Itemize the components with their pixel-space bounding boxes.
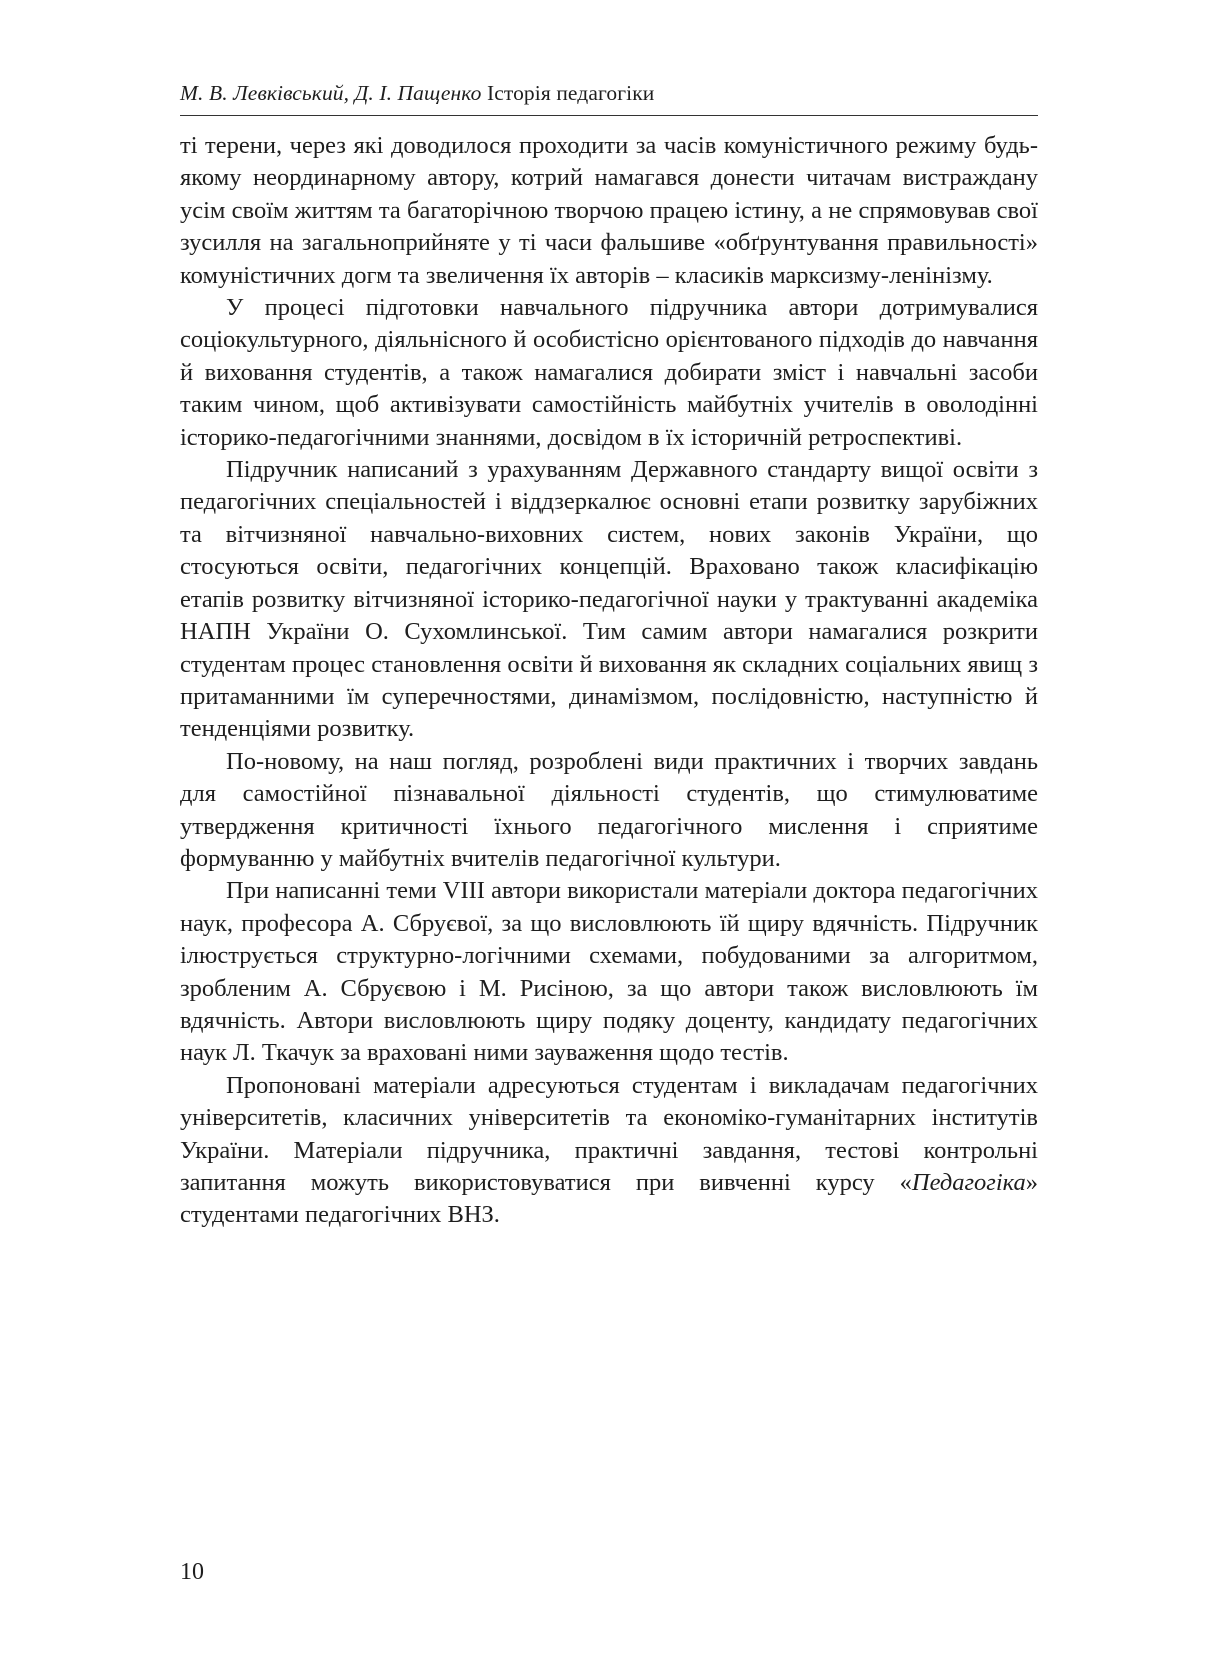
- header-authors: М. В. Левківський, Д. І. Пащенко: [180, 81, 482, 105]
- course-title: Педагогіка: [911, 1169, 1026, 1196]
- paragraph: При написанні теми VIII автори використали матеріали доктора педагогічних наук, професора А. Сбруєвої, за що висловлюють їй щиру вдячність. Підручник ілюструється структурно-логічними схемами, побудованими за алгоритмом, зробленим А. Сбруєвою і М. Рисіною, за що автори також висловлюють їм вдячність. Автори висловлюють щиру подяку доценту, кандидату педагогічних наук Л. Ткачук за враховані ними зауваження щодо тестів.: [180, 877, 1038, 1067]
- paragraph: ті терени, через які доводилося проходити за часів комуністичного режиму будь-якому неординарному автору, котрий намагався донести читачам вистраждану усім своїм життям та багаторічною творчою працею істину, а не спрямовував свої зусилля на загальноприйняте у ті часи фальшиве «обґрунтування правильності» комуністичних догм та звеличення їх авторів – класиків марксизму-ленінізму.: [180, 132, 1038, 289]
- header-divider: [180, 115, 1038, 116]
- page-number: 10: [180, 1559, 204, 1585]
- body-text: [180, 130, 1038, 1232]
- paragraph-final-lead: Пропоновані матеріали адресуються студентам і викладачам педагогічних університетів, класичних університетів та економіко-гуманітарних інститутів України. Матеріали підручника, практичні завдання, тестові контрольні запитання можуть використовуватися при вивченні курсу «: [180, 1071, 1038, 1196]
- running-header: [180, 80, 1038, 106]
- paragraph-final-tail: » студентами педагогічних ВНЗ.: [180, 1169, 1038, 1229]
- paragraph-final: [180, 1070, 1038, 1232]
- header-book-title: Історія педагогіки: [486, 81, 655, 105]
- paragraph: У процесі підготовки навчального підручника автори дотримувалися соціокультурного, діяльнісного й особистісно орієнтованого підходів до навчання й виховання студентів, а також намагалися добирати зміст і навчальні засоби таким чином, щоб активізувати самостійність майбутніх учителів в оволодінні історико-педагогічними знаннями, досвідом в їх історичній ретроспективі.: [180, 294, 1038, 451]
- paragraph: По-новому, на наш погляд, розроблені види практичних і творчих завдань для самостійної пізнавальної діяльності студентів, що стимулюватиме утвердження критичності їхнього педагогічного мислення і сприятиме формуванню у майбутніх вчителів педагогічної культури.: [180, 747, 1038, 872]
- paragraph: Підручник написаний з урахуванням Державного стандарту вищої освіти з педагогічних спеціальностей і віддзеркалює основні етапи розвитку зарубіжних та вітчизняної навчально-виховних систем, нових законів України, що стосуються освіти, педагогічних концепцій. Враховано також класифікацію етапів розвитку вітчизняної історико-педагогічної науки у трактуванні академіка НАПН України О. Сухомлинської. Тим самим автори намагалися розкрити студентам процес становлення освіти й виховання як складних соціальних явищ з притаманними їм суперечностями, динамізмом, послідовністю, наступністю й тенденціями розвитку.: [180, 456, 1038, 743]
